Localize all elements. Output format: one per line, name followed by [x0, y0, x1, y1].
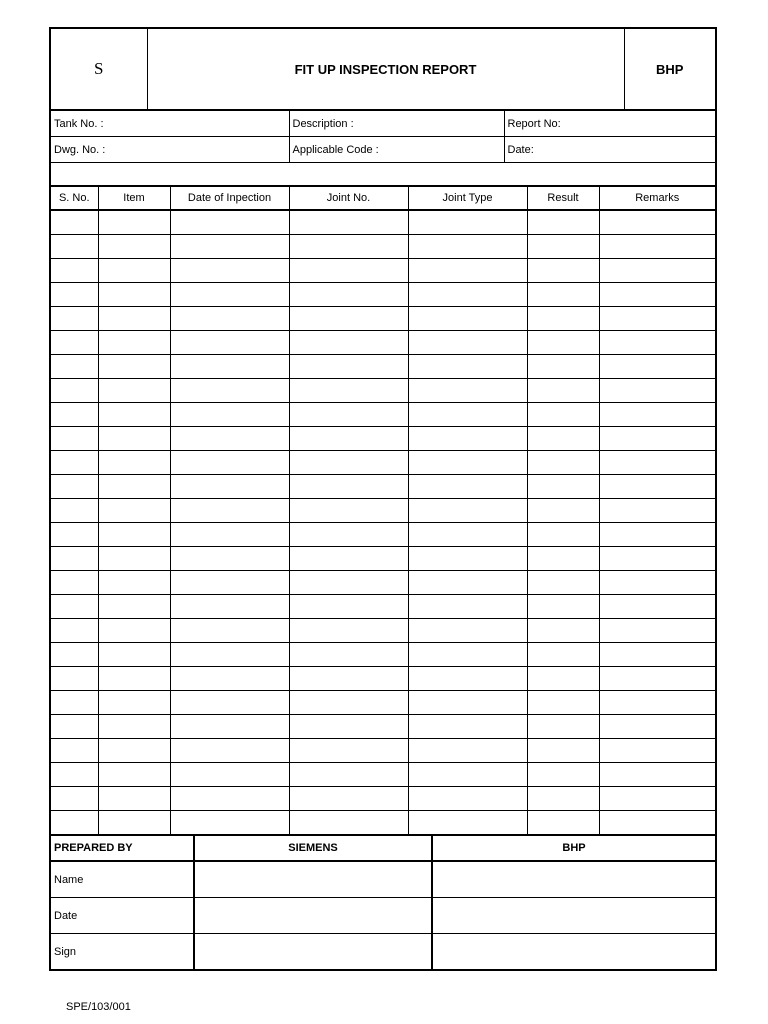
table-cell[interactable] — [527, 667, 599, 691]
table-cell[interactable] — [170, 331, 289, 355]
col-header-date-of-inspection: Date of Inpection — [170, 187, 289, 211]
table-cell[interactable] — [599, 451, 715, 475]
table-cell[interactable] — [289, 427, 408, 451]
table-cell[interactable] — [289, 643, 408, 667]
table-cell[interactable] — [408, 499, 527, 523]
table-row — [51, 739, 715, 763]
table-cell[interactable] — [408, 451, 527, 475]
table-cell[interactable] — [170, 691, 289, 715]
table-cell[interactable] — [289, 403, 408, 427]
table-cell[interactable] — [599, 595, 715, 619]
table-cell[interactable] — [527, 259, 599, 283]
table-cell[interactable] — [599, 715, 715, 739]
table-cell[interactable] — [289, 547, 408, 571]
table-cell[interactable] — [599, 787, 715, 811]
prepared-by-label: PREPARED BY — [51, 835, 194, 861]
table-cell[interactable] — [51, 427, 98, 451]
table-cell[interactable] — [408, 787, 527, 811]
table-cell[interactable] — [599, 619, 715, 643]
table-cell[interactable] — [170, 403, 289, 427]
table-cell[interactable] — [51, 307, 98, 331]
table-cell[interactable] — [289, 283, 408, 307]
table-cell[interactable] — [51, 451, 98, 475]
date-label: Date — [51, 898, 194, 934]
table-cell[interactable] — [289, 571, 408, 595]
table-cell[interactable] — [408, 643, 527, 667]
table-row — [51, 667, 715, 691]
table-cell[interactable] — [98, 331, 170, 355]
table-row — [51, 475, 715, 499]
table-cell[interactable] — [51, 595, 98, 619]
table-cell[interactable] — [170, 283, 289, 307]
table-cell[interactable] — [527, 787, 599, 811]
table-cell[interactable] — [289, 523, 408, 547]
table-cell[interactable] — [289, 715, 408, 739]
table-cell[interactable] — [527, 739, 599, 763]
table-row — [51, 643, 715, 667]
table-row — [51, 283, 715, 307]
siemens-sign-cell[interactable] — [194, 934, 432, 970]
table-cell[interactable] — [408, 739, 527, 763]
table-cell[interactable] — [289, 787, 408, 811]
applicable-code-field[interactable]: Applicable Code : — [289, 137, 504, 163]
table-row — [51, 811, 715, 835]
table-cell[interactable] — [527, 451, 599, 475]
col-header-remarks: Remarks — [599, 187, 715, 211]
table-cell[interactable] — [599, 571, 715, 595]
table-row — [51, 235, 715, 259]
table-cell[interactable] — [98, 355, 170, 379]
siemens-name-cell[interactable] — [194, 861, 432, 898]
table-cell[interactable] — [408, 403, 527, 427]
table-cell[interactable] — [527, 403, 599, 427]
table-cell[interactable] — [408, 571, 527, 595]
table-row — [51, 619, 715, 643]
table-cell[interactable] — [408, 715, 527, 739]
table-cell[interactable] — [170, 571, 289, 595]
table-cell[interactable] — [170, 355, 289, 379]
table-cell[interactable] — [289, 475, 408, 499]
table-cell[interactable] — [599, 547, 715, 571]
table-cell[interactable] — [51, 571, 98, 595]
table-cell[interactable] — [98, 210, 170, 235]
table-cell[interactable] — [51, 763, 98, 787]
report-title: FIT UP INSPECTION REPORT — [147, 29, 624, 110]
table-row — [51, 403, 715, 427]
table-cell[interactable] — [599, 523, 715, 547]
spacer-row — [51, 163, 715, 186]
bhp-name-cell[interactable] — [432, 861, 715, 898]
table-cell[interactable] — [599, 763, 715, 787]
table-row — [51, 691, 715, 715]
inspection-table — [51, 186, 715, 834]
table-cell[interactable] — [170, 595, 289, 619]
logo-letter: S — [51, 29, 147, 110]
table-cell[interactable] — [527, 763, 599, 787]
table-cell[interactable] — [170, 259, 289, 283]
col-header-s-no: S. No. — [51, 187, 98, 211]
table-row — [51, 547, 715, 571]
table-cell[interactable] — [51, 691, 98, 715]
table-cell[interactable] — [98, 811, 170, 835]
table-cell[interactable] — [599, 210, 715, 235]
table-cell[interactable] — [527, 619, 599, 643]
table-cell[interactable] — [170, 499, 289, 523]
table-cell[interactable] — [51, 739, 98, 763]
table-cell[interactable] — [599, 427, 715, 451]
info-block — [51, 110, 715, 186]
table-cell[interactable] — [51, 210, 98, 235]
table-cell[interactable] — [408, 475, 527, 499]
table-cell[interactable] — [51, 787, 98, 811]
table-cell[interactable] — [599, 691, 715, 715]
table-cell[interactable] — [51, 547, 98, 571]
col-header-joint-type: Joint Type — [408, 187, 527, 211]
table-cell[interactable] — [408, 619, 527, 643]
table-cell[interactable] — [599, 331, 715, 355]
siemens-label: SIEMENS — [194, 835, 432, 861]
table-cell[interactable] — [98, 523, 170, 547]
table-cell[interactable] — [170, 619, 289, 643]
table-cell[interactable] — [170, 811, 289, 835]
table-cell[interactable] — [289, 210, 408, 235]
table-cell[interactable] — [98, 643, 170, 667]
table-row — [51, 595, 715, 619]
table-cell[interactable] — [599, 283, 715, 307]
table-cell[interactable] — [408, 355, 527, 379]
table-row — [51, 259, 715, 283]
table-cell[interactable] — [98, 547, 170, 571]
table-cell[interactable] — [408, 283, 527, 307]
table-cell[interactable] — [170, 763, 289, 787]
table-cell[interactable] — [599, 643, 715, 667]
table-row — [51, 763, 715, 787]
table-cell[interactable] — [289, 811, 408, 835]
table-cell[interactable] — [51, 259, 98, 283]
signoff-block — [51, 834, 715, 969]
document-code: SPE/103/001 — [66, 1001, 131, 1013]
table-cell[interactable] — [408, 307, 527, 331]
table-cell[interactable] — [51, 667, 98, 691]
table-cell[interactable] — [51, 355, 98, 379]
table-cell[interactable] — [599, 259, 715, 283]
table-cell[interactable] — [98, 235, 170, 259]
table-cell[interactable] — [527, 235, 599, 259]
table-cell[interactable] — [289, 667, 408, 691]
table-cell[interactable] — [408, 547, 527, 571]
table-row — [51, 523, 715, 547]
table-cell[interactable] — [98, 787, 170, 811]
table-cell[interactable] — [51, 715, 98, 739]
table-cell[interactable] — [289, 499, 408, 523]
table-row — [51, 499, 715, 523]
table-cell[interactable] — [170, 451, 289, 475]
table-cell[interactable] — [408, 259, 527, 283]
form-header — [51, 29, 715, 110]
table-cell[interactable] — [408, 427, 527, 451]
table-cell[interactable] — [599, 667, 715, 691]
table-cell[interactable] — [170, 739, 289, 763]
table-cell[interactable] — [51, 403, 98, 427]
table-cell[interactable] — [170, 210, 289, 235]
table-cell[interactable] — [527, 595, 599, 619]
table-cell[interactable] — [599, 475, 715, 499]
inspection-form — [49, 27, 717, 971]
table-cell[interactable] — [408, 331, 527, 355]
table-row — [51, 355, 715, 379]
table-cell[interactable] — [170, 547, 289, 571]
table-cell[interactable] — [98, 691, 170, 715]
table-cell[interactable] — [98, 451, 170, 475]
table-cell[interactable] — [98, 499, 170, 523]
table-row — [51, 451, 715, 475]
table-cell[interactable] — [98, 763, 170, 787]
table-cell[interactable] — [51, 235, 98, 259]
table-cell[interactable] — [98, 283, 170, 307]
table-cell[interactable] — [408, 235, 527, 259]
report-no-field[interactable]: Report No: — [504, 111, 715, 137]
table-cell[interactable] — [599, 307, 715, 331]
table-cell[interactable] — [408, 379, 527, 403]
table-cell[interactable] — [289, 691, 408, 715]
table-cell[interactable] — [51, 811, 98, 835]
table-row — [51, 427, 715, 451]
dwg-no-field[interactable]: Dwg. No. : — [51, 137, 289, 163]
table-cell[interactable] — [527, 643, 599, 667]
table-cell[interactable] — [527, 427, 599, 451]
table-cell[interactable] — [98, 379, 170, 403]
table-cell[interactable] — [98, 427, 170, 451]
table-cell[interactable] — [98, 667, 170, 691]
table-cell[interactable] — [98, 595, 170, 619]
table-cell[interactable] — [527, 283, 599, 307]
table-cell[interactable] — [170, 787, 289, 811]
table-cell[interactable] — [170, 667, 289, 691]
table-cell[interactable] — [98, 715, 170, 739]
table-cell[interactable] — [527, 307, 599, 331]
table-cell[interactable] — [527, 547, 599, 571]
table-cell[interactable] — [599, 355, 715, 379]
table-cell[interactable] — [98, 403, 170, 427]
table-row — [51, 331, 715, 355]
table-cell[interactable] — [170, 307, 289, 331]
table-cell[interactable] — [170, 475, 289, 499]
table-cell[interactable] — [289, 595, 408, 619]
table-cell[interactable] — [170, 427, 289, 451]
table-cell[interactable] — [170, 643, 289, 667]
table-cell[interactable] — [599, 235, 715, 259]
table-cell[interactable] — [289, 763, 408, 787]
table-cell[interactable] — [527, 715, 599, 739]
table-cell[interactable] — [289, 331, 408, 355]
table-cell[interactable] — [170, 523, 289, 547]
table-cell[interactable] — [289, 235, 408, 259]
table-cell[interactable] — [170, 715, 289, 739]
table-cell[interactable] — [51, 619, 98, 643]
table-cell[interactable] — [98, 475, 170, 499]
table-cell[interactable] — [599, 403, 715, 427]
table-row — [51, 307, 715, 331]
table-cell[interactable] — [51, 283, 98, 307]
table-cell[interactable] — [98, 259, 170, 283]
table-cell[interactable] — [289, 379, 408, 403]
tank-no-field[interactable]: Tank No. : — [51, 111, 289, 137]
date-field[interactable]: Date: — [504, 137, 715, 163]
table-cell[interactable] — [599, 811, 715, 835]
table-cell[interactable] — [170, 235, 289, 259]
table-cell[interactable] — [599, 379, 715, 403]
table-cell[interactable] — [289, 355, 408, 379]
table-cell[interactable] — [289, 307, 408, 331]
table-cell[interactable] — [289, 259, 408, 283]
table-cell[interactable] — [51, 499, 98, 523]
table-cell[interactable] — [51, 379, 98, 403]
table-cell[interactable] — [289, 619, 408, 643]
table-cell[interactable] — [599, 739, 715, 763]
table-cell[interactable] — [170, 379, 289, 403]
table-row — [51, 787, 715, 811]
table-cell[interactable] — [289, 739, 408, 763]
table-cell[interactable] — [527, 811, 599, 835]
col-header-joint-no: Joint No. — [289, 187, 408, 211]
table-cell[interactable] — [51, 331, 98, 355]
bhp-sign-cell[interactable] — [432, 934, 715, 970]
table-cell[interactable] — [527, 499, 599, 523]
client-label: BHP — [624, 29, 715, 110]
table-cell[interactable] — [98, 307, 170, 331]
table-cell[interactable] — [599, 499, 715, 523]
table-cell[interactable] — [51, 475, 98, 499]
col-header-item: Item — [98, 187, 170, 211]
table-cell[interactable] — [408, 667, 527, 691]
table-cell[interactable] — [98, 739, 170, 763]
col-header-result: Result — [527, 187, 599, 211]
table-cell[interactable] — [98, 619, 170, 643]
table-cell[interactable] — [527, 475, 599, 499]
table-cell[interactable] — [527, 210, 599, 235]
sign-label: Sign — [51, 934, 194, 970]
table-cell[interactable] — [527, 355, 599, 379]
table-cell[interactable] — [408, 523, 527, 547]
table-cell[interactable] — [408, 210, 527, 235]
table-cell[interactable] — [51, 523, 98, 547]
table-cell[interactable] — [408, 811, 527, 835]
name-label: Name — [51, 861, 194, 898]
table-cell[interactable] — [527, 331, 599, 355]
table-cell[interactable] — [51, 643, 98, 667]
table-cell[interactable] — [527, 523, 599, 547]
table-cell[interactable] — [98, 571, 170, 595]
bhp-label: BHP — [432, 835, 715, 861]
table-row — [51, 571, 715, 595]
table-cell[interactable] — [527, 571, 599, 595]
table-cell[interactable] — [289, 451, 408, 475]
table-cell[interactable] — [527, 379, 599, 403]
siemens-date-cell[interactable] — [194, 898, 432, 934]
table-cell[interactable] — [408, 763, 527, 787]
description-field[interactable]: Description : — [289, 111, 504, 137]
table-row — [51, 379, 715, 403]
table-row — [51, 210, 715, 235]
table-cell[interactable] — [408, 595, 527, 619]
bhp-date-cell[interactable] — [432, 898, 715, 934]
table-cell[interactable] — [408, 691, 527, 715]
table-cell[interactable] — [527, 691, 599, 715]
table-row — [51, 715, 715, 739]
